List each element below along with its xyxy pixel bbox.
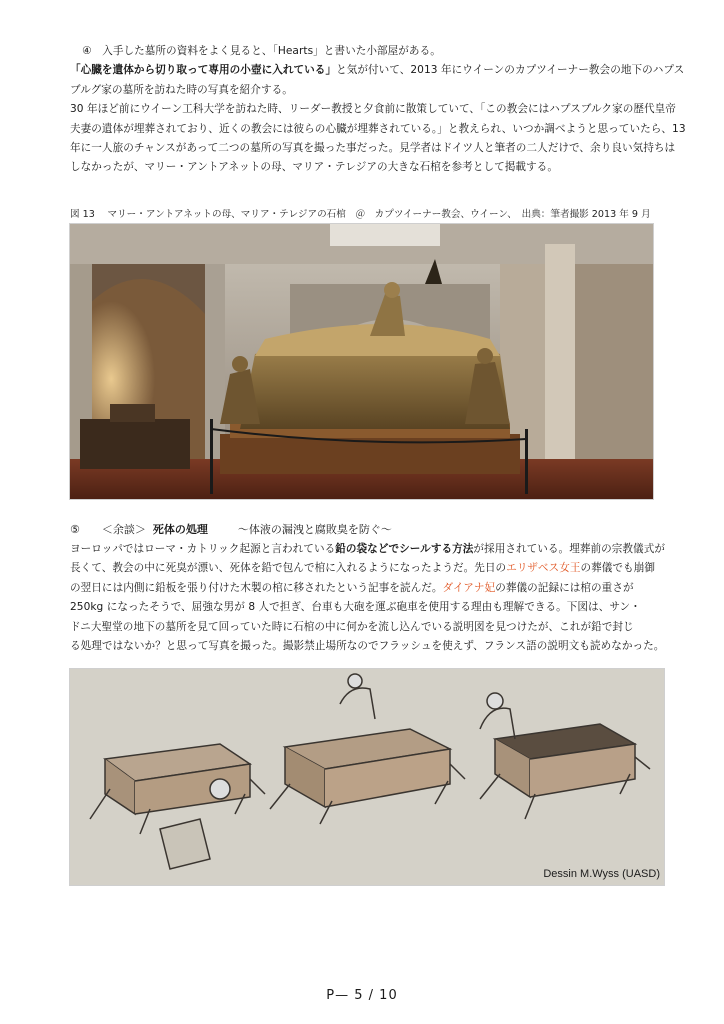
section5-bold-phrase: 鉛の袋などでシールする方法 (335, 543, 474, 555)
sketch-credit: Dessin M.Wyss (UASD) (543, 868, 660, 880)
page-number: P— 5 / 10 (326, 988, 398, 1003)
section5-tag: ＜余談＞ (101, 523, 146, 536)
queen-elizabeth-highlight: エリザベス女王 (506, 562, 581, 575)
section5-line-2: 長くて、教会の中に死臭が漂い、死体を鉛で包んで棺に入れるようになったようだ。先日のエリザベス女王の葬儀でも崩御 (70, 562, 655, 575)
section5-line-3: の翌日には内側に鉛板を張り付けた木製の棺に移されたという記事を読んだ。ダイアナ妃の葬儀の記録には棺の重さが (70, 581, 634, 594)
section4-line-5: 夫妻の遺体が埋葬されており、近くの教会には彼らの心臓が埋葬されている。」と教えられ、いつか調べようと思っていたら、13 (70, 122, 686, 135)
sarcophagus-photo (69, 223, 654, 500)
section4-line-2 (70, 61, 685, 80)
section5-line-1: ヨーロッパではローマ・カトリック起源と言われている鉛の袋などでシールする方法が採用されている。埋葬前の宗教儀式が (70, 543, 665, 555)
section4-bold-phrase: 「心臓を遺体から切り取って専用の小壺に入れている」 (70, 64, 337, 77)
section5-line-4: 250kg になったそうで、屈強な男が 8 人で担ぎ、台車も大砲を運ぶ砲車を使用する理由も理解できる。下図は、サン・ (70, 601, 641, 614)
figure-13-caption: 図 13 マリー・アントアネットの母、マリア・テレジアの石棺 ＠ カプツイーナー教会、ウイーン、 出典：筆者撮影 2013 年 9 月 (70, 209, 651, 220)
section4-line-7: しなかったが、マリー・アントアネットの母、マリア・テレジアの大きな石棺を参考として掲載する。 (70, 161, 558, 174)
section-4 (70, 42, 686, 178)
section5-line-5: ドニ大聖堂の地下の墓所を見て回っていた時に石棺の中に何かを流し込んでいる説明図を見つけたが、これが鉛で封じ (70, 620, 634, 633)
section5-subtitle: ～体液の漏洩と腐敗臭を防ぐ～ (237, 523, 392, 536)
section4-line-6: 年に一人旅のチャンスがあって二つの墓所の写真を撮った事だった。見学者はドイツ人と筆者の二人だけで、余り良い気持ちは (70, 142, 676, 155)
section4-line-4: 30 年ほど前にウイーン工科大学を訪ねた時、リーダー教授と夕食前に散策していて、「この教会にはハプスブルク家の歴代皇帝 (70, 103, 676, 116)
section5-title: 死体の処理 (152, 523, 208, 536)
section5-heading (70, 520, 670, 540)
lead-sealing-sketch (69, 668, 665, 886)
sketch-illustration (70, 669, 665, 886)
section4-line-3: ブルグ家の墓所を訪ねた時の写真を紹介する。 (70, 83, 293, 96)
section-5 (70, 520, 670, 656)
princess-diana-highlight: ダイアナ妃 (442, 581, 496, 594)
section5-line-6: る処理ではないか？と思って写真を撮った。撮影禁止場所なのでフラッシュを使えず、フランス語の説明文も読めなかった。 (70, 640, 665, 653)
section4-line-2-rest: と気が付いて、2013 年にウイーンのカプツイーナー教会の地下のハプス (336, 64, 685, 77)
sarcophagus-illustration (70, 224, 654, 500)
section5-number: ⑤ (70, 523, 80, 536)
section4-line-1: ④ 入手した墓所の資料をよく見ると、「Hearts」と書いた小部屋がある。 (82, 45, 441, 57)
